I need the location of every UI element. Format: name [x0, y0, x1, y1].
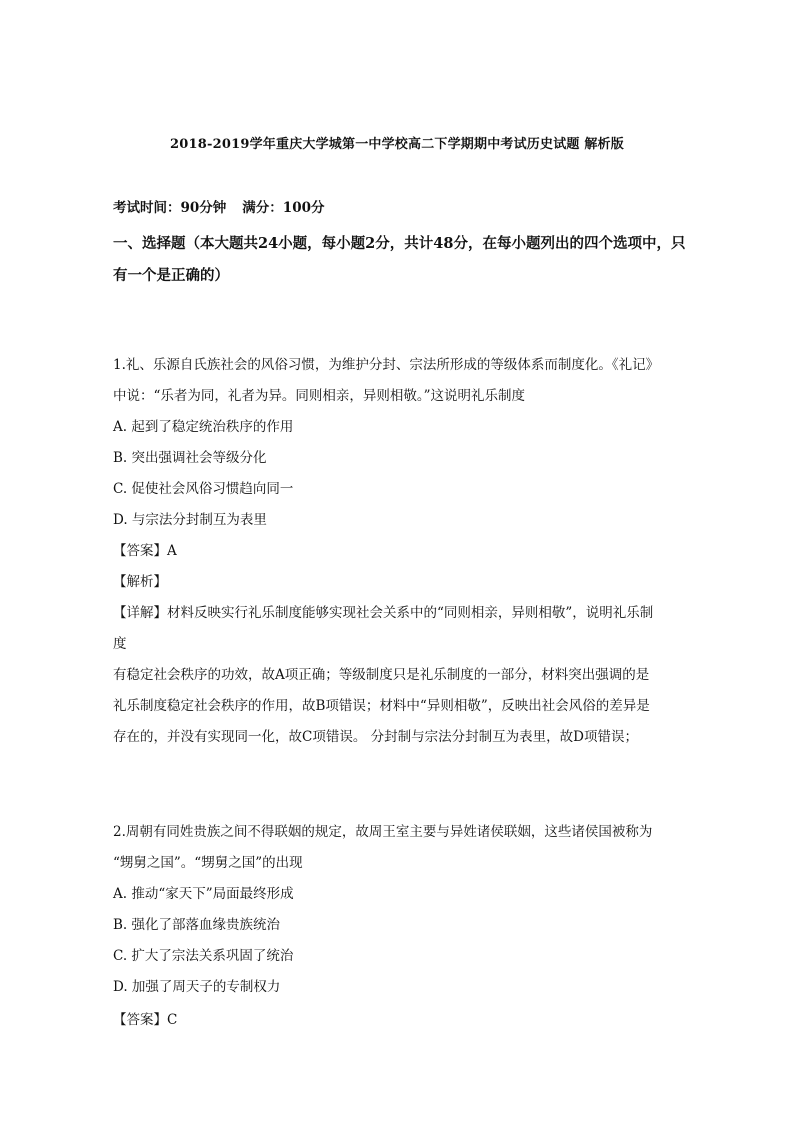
- q1-detail-line-5: 存在的，并没有实现同一化，故C项错误。 分封制与宗法分封制互为表里，故D项错误；: [113, 729, 638, 745]
- q1-detail-line-3: 有稳定社会秩序的功效，故A项正确；等级制度只是礼乐制度的一部分，材料突出强调的是: [113, 667, 650, 683]
- q1-stem-line-1: 1.礼、乐源自氏族社会的风俗习惯，为维护分封、宗法所形成的等级体系而制度化。《礼记》: [113, 357, 660, 373]
- q1-detail-line-2: 度: [113, 636, 127, 652]
- q1-option-d: D. 与宗法分封制互为表里: [113, 512, 267, 528]
- document-title: 2018-2019学年重庆大学城第一中学校高二下学期期中考试历史试题 解析版: [170, 137, 624, 152]
- q2-option-d: D. 加强了周天子的专制权力: [113, 979, 281, 995]
- q2-answer: 【答案】C: [113, 1012, 178, 1028]
- q1-option-a: A. 起到了稳定统治秩序的作用: [113, 419, 294, 435]
- q1-option-b: B. 突出强调社会等级分化: [113, 450, 267, 466]
- q2-stem-line-2: “甥舅之国”。“甥舅之国”的出现: [113, 855, 303, 871]
- q1-option-c: C. 促使社会风俗习惯趋向同一: [113, 481, 294, 497]
- q1-detail-line-1: 【详解】材料反映实行礼乐制度能够实现社会关系中的“同则相亲，异则相敬”，说明礼乐制: [113, 605, 654, 621]
- q2-stem-line-1: 2.周朝有同姓贵族之间不得联姻的规定，故周王室主要与异姓诸侯联姻，这些诸侯国被称为: [113, 824, 653, 840]
- exam-meta: [113, 196, 324, 216]
- exam-score: 满分：100分: [242, 200, 325, 216]
- exam-time: 考试时间：90分钟: [113, 200, 227, 216]
- q1-answer: 【答案】A: [113, 543, 177, 559]
- q1-stem-line-2: 中说：“乐者为同，礼者为异。同则相亲，异则相敬。”这说明礼乐制度: [113, 388, 526, 404]
- section-header: 一、选择题（本大题共24小题，每小题2分，共计48分，在每小题列出的四个选项中，只有一个是正确的）: [113, 235, 686, 284]
- q1-detail-line-4: 礼乐制度稳定社会秩序的作用，故B项错误；材料中“异则相敬”，反映出社会风俗的差异是: [113, 698, 650, 714]
- q2-option-b: B. 强化了部落血缘贵族统治: [113, 917, 281, 933]
- q1-analysis-label: 【解析】: [113, 574, 167, 590]
- q2-option-c: C. 扩大了宗法关系巩固了统治: [113, 948, 294, 964]
- q2-option-a: A. 推动“家天下”局面最终形成: [113, 886, 294, 902]
